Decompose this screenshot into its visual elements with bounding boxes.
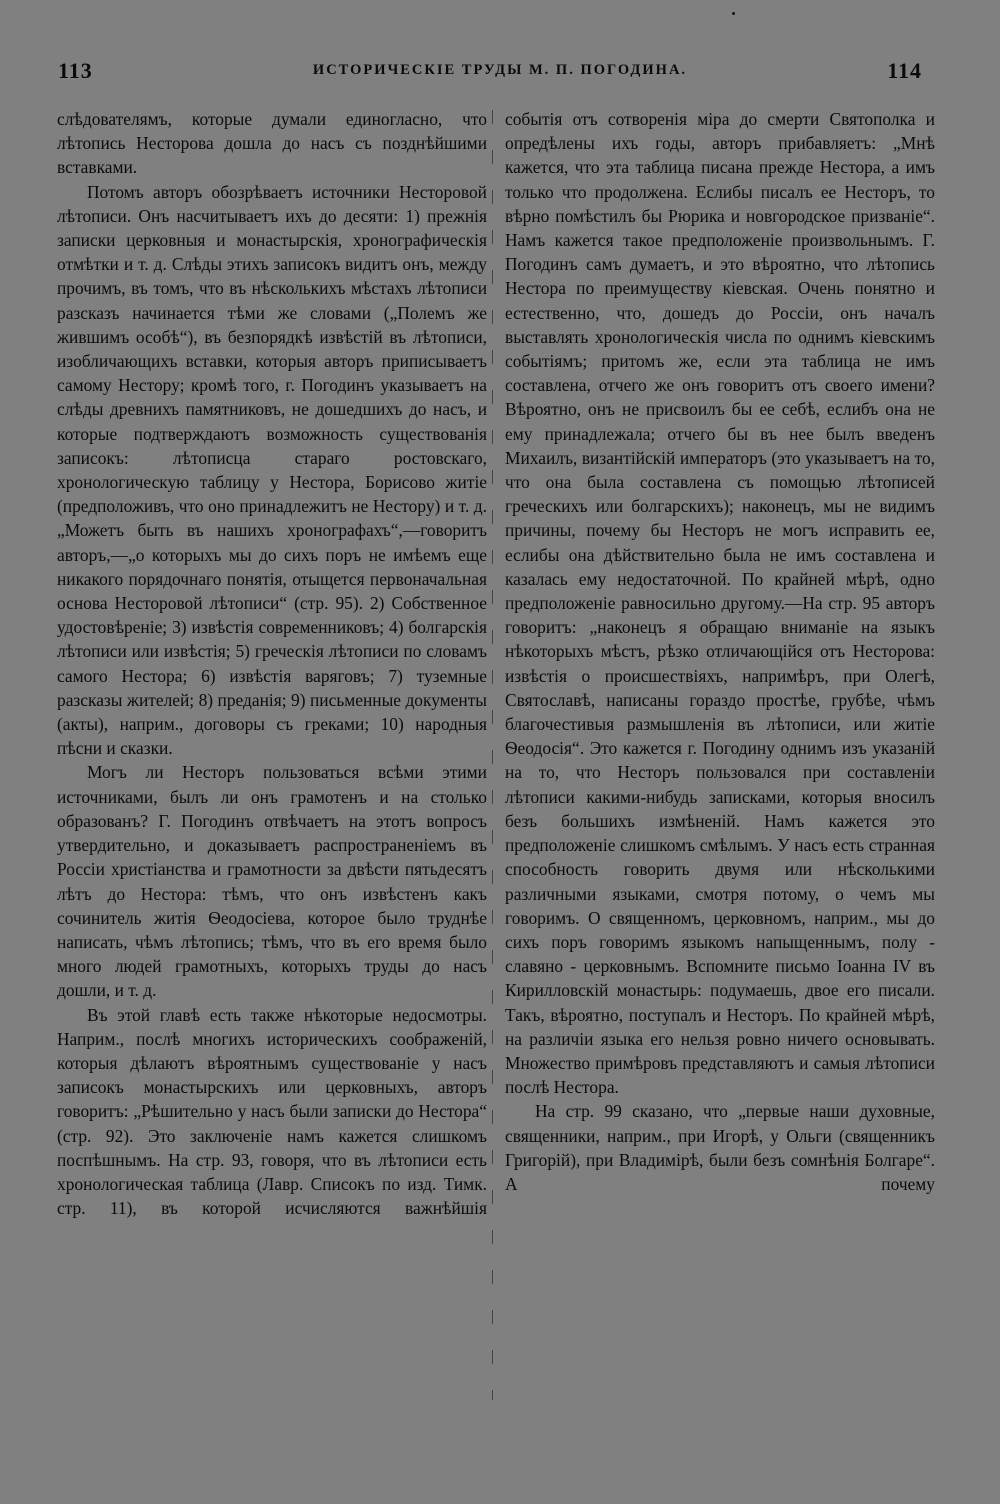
paragraph: слѣдователямъ, которые думали единогласно, что лѣтопись Несторова дошла до насъ съ позднѣйшими вставками. <box>57 109 487 178</box>
print-speck <box>732 12 735 15</box>
right-column <box>505 107 935 1196</box>
left-column <box>57 107 487 1220</box>
paragraph: событія отъ сотворенія міра до смерти Святополка и опредѣлены ихъ годы, авторъ прибавляетъ: „Мнѣ кажется, что эта таблица писана прежде Нестора, а имъ только что продолжена. Еслибы писалъ ее Несторъ, то вѣрно помѣстилъ бы Рюрика и новгородское призваніе“. Намъ кажется такое предположеніе произвольнымъ. Г. Погодинъ самъ думаетъ, и это вѣроятно, что лѣтопись Нестора по преимуществу кіевская. Очень понятно и естественно, что, дошедъ до Россіи, онъ началъ выставлять хронологическія числа по однимъ кіевскимъ событіямъ; притомъ же, если эта таблица не имъ составлена, отчего же онъ говоритъ отъ своего имени? Вѣроятно, онъ не присвоилъ бы ее себѣ, еслибъ она не ему принадлежала; отчего бы въ нее былъ введенъ Михаилъ, византійскій императоръ (это указываетъ на то, что она была составлена съ помощью лѣтописей греческихъ или болгарскихъ); наконецъ, мы не видимъ причины, почему бы Несторъ не могъ исправить ее, еслибы она дѣйствительно была не имъ составлена и казалась ему недостаточной. По крайней мѣрѣ, одно предположеніе равносильно другому.—На стр. 95 авторъ говоритъ: „наконецъ я обращаю вниманіе на языкъ нѣкоторыхъ мѣстъ, рѣзко отличающійся отъ Несторова: извѣстія о происшествіяхъ, напримѣръ, при Олегѣ, Святославѣ, написаны гораздо простѣе, грубѣе, чѣмъ благочестивыя размышленія въ лѣтописи, или житіе Ѳеодосія“. Это кажется г. Погодину однимъ изъ указаній на то, что Несторъ пользовался при составленіи лѣтописи какими-нибудь записками, которыя вносилъ безъ большихъ измѣненій. Намъ кажется это предположеніе слишкомъ смѣлымъ. У насъ есть странная способность говорить двумя или нѣсколькими различными языками, смотря потому, о чемъ мы говоримъ. О священномъ, церковномъ, наприм., мы до сихъ поръ говоримъ языкомъ напыщеннымъ, полу - славяно - церковнымъ. Вспомните письмо Іоанна IV въ Кирилловскій монастырь: подумаешь, двое его писали. Такъ, вѣроятно, поступалъ и Несторъ. По крайней мѣрѣ, на различіи языка его нельзя ровно ничего основывать. Множество примѣровъ представляютъ и самыя лѣтописи послѣ Нестора. <box>505 109 935 1098</box>
paragraph: На стр. 99 сказано, что „первые наши духовные, священники, наприм., при Игорѣ, у Ольги (священникъ Григорій), при Владимірѣ, были безъ сомнѣнія Болгаре“. А почему <box>505 1101 935 1194</box>
paragraph: Въ этой главѣ есть также нѣкоторые недосмотры. Наприм., послѣ многихъ историческихъ соображеній, которыя дѣлаютъ вѣроятнымъ существованіе у насъ записокъ монастырскихъ или церковныхъ, авторъ говоритъ: „Рѣшительно у насъ были записки до Нестора“ (стр. 92). Это заключеніе намъ кажется слишкомъ поспѣшнымъ. На стр. 93, говоря, что въ лѣтописи есть хронологическая таблица (Лавр. Списокъ по изд. Тимк. стр. 11), въ которой исчисляются важнѣйшія <box>57 1004 487 1219</box>
paragraph: Могъ ли Несторъ пользоваться всѣми этими источниками, былъ ли онъ грамотенъ и на столько образованъ? Г. Погодинъ отвѣчаетъ на этотъ вопросъ утвердительно, и доказываетъ распространеніемъ въ Россіи христіанства и грамотности за двѣсти пятьдесятъ лѣтъ до Нестора: тѣмъ, что онъ извѣстенъ какъ сочинитель житія Ѳеодосіева, которое было труднѣе написать, чѣмъ лѣтопись; тѣмъ, что въ его время было много людей грамотныхъ, которыхъ труды до насъ дошли, и т. д. <box>57 762 487 1001</box>
column-divider <box>492 110 493 1400</box>
paragraph: Потомъ авторъ обозрѣваетъ источники Несторовой лѣтописи. Онъ насчитываетъ ихъ до десяти: 1) прежнія записки церковныя и монастырскія, хронографическія отмѣтки и т. д. Слѣды этихъ записокъ видитъ онъ, между прочимъ, въ томъ, что въ нѣсколькихъ мѣстахъ лѣтописи разсказъ начинается тѣми же словами („Полемъ же жившимъ особѣ“), въ безпорядкѣ извѣстій въ лѣтописи, изобличающихъ вставки, которыя авторъ приписываетъ самому Нестору; кромѣ того, г. Погодинъ указываетъ на слѣды древнихъ памятниковъ, не дошедшихъ до насъ, и которые подтверждаютъ возможность существованія записокъ: лѣтописца стараго ростовскаго, хронологическую таблицу у Нестора, Борисово житіе (предположивъ, что оно принадлежитъ не Нестору) и т. д. „Можетъ быть въ нашихъ хронографахъ“,—говоритъ авторъ,—„о которыхъ мы до сихъ поръ не имѣемъ еще никакого порядочнаго понятія, отыщется первоначальная основа Несторовой лѣтописи“ (стр. 95). 2) Собственное удостовѣреніе; 3) извѣстія современниковъ; 4) болгарскія лѣтописи или извѣстія; 5) греческія лѣтописи по словамъ самого Нестора; 6) извѣстія варяговъ; 7) туземные разсказы жителей; 8) преданія; 9) письменные документы (акты), наприм., договоры съ греками; 10) народныя пѣсни и сказки. <box>57 181 487 759</box>
page-number-right: 114 <box>887 58 922 83</box>
page-number-left: 113 <box>58 58 93 83</box>
page-header <box>0 58 1000 88</box>
running-title: ИСТОРИЧЕСКІЕ ТРУДЫ М. П. ПОГОДИНА. <box>312 62 688 78</box>
